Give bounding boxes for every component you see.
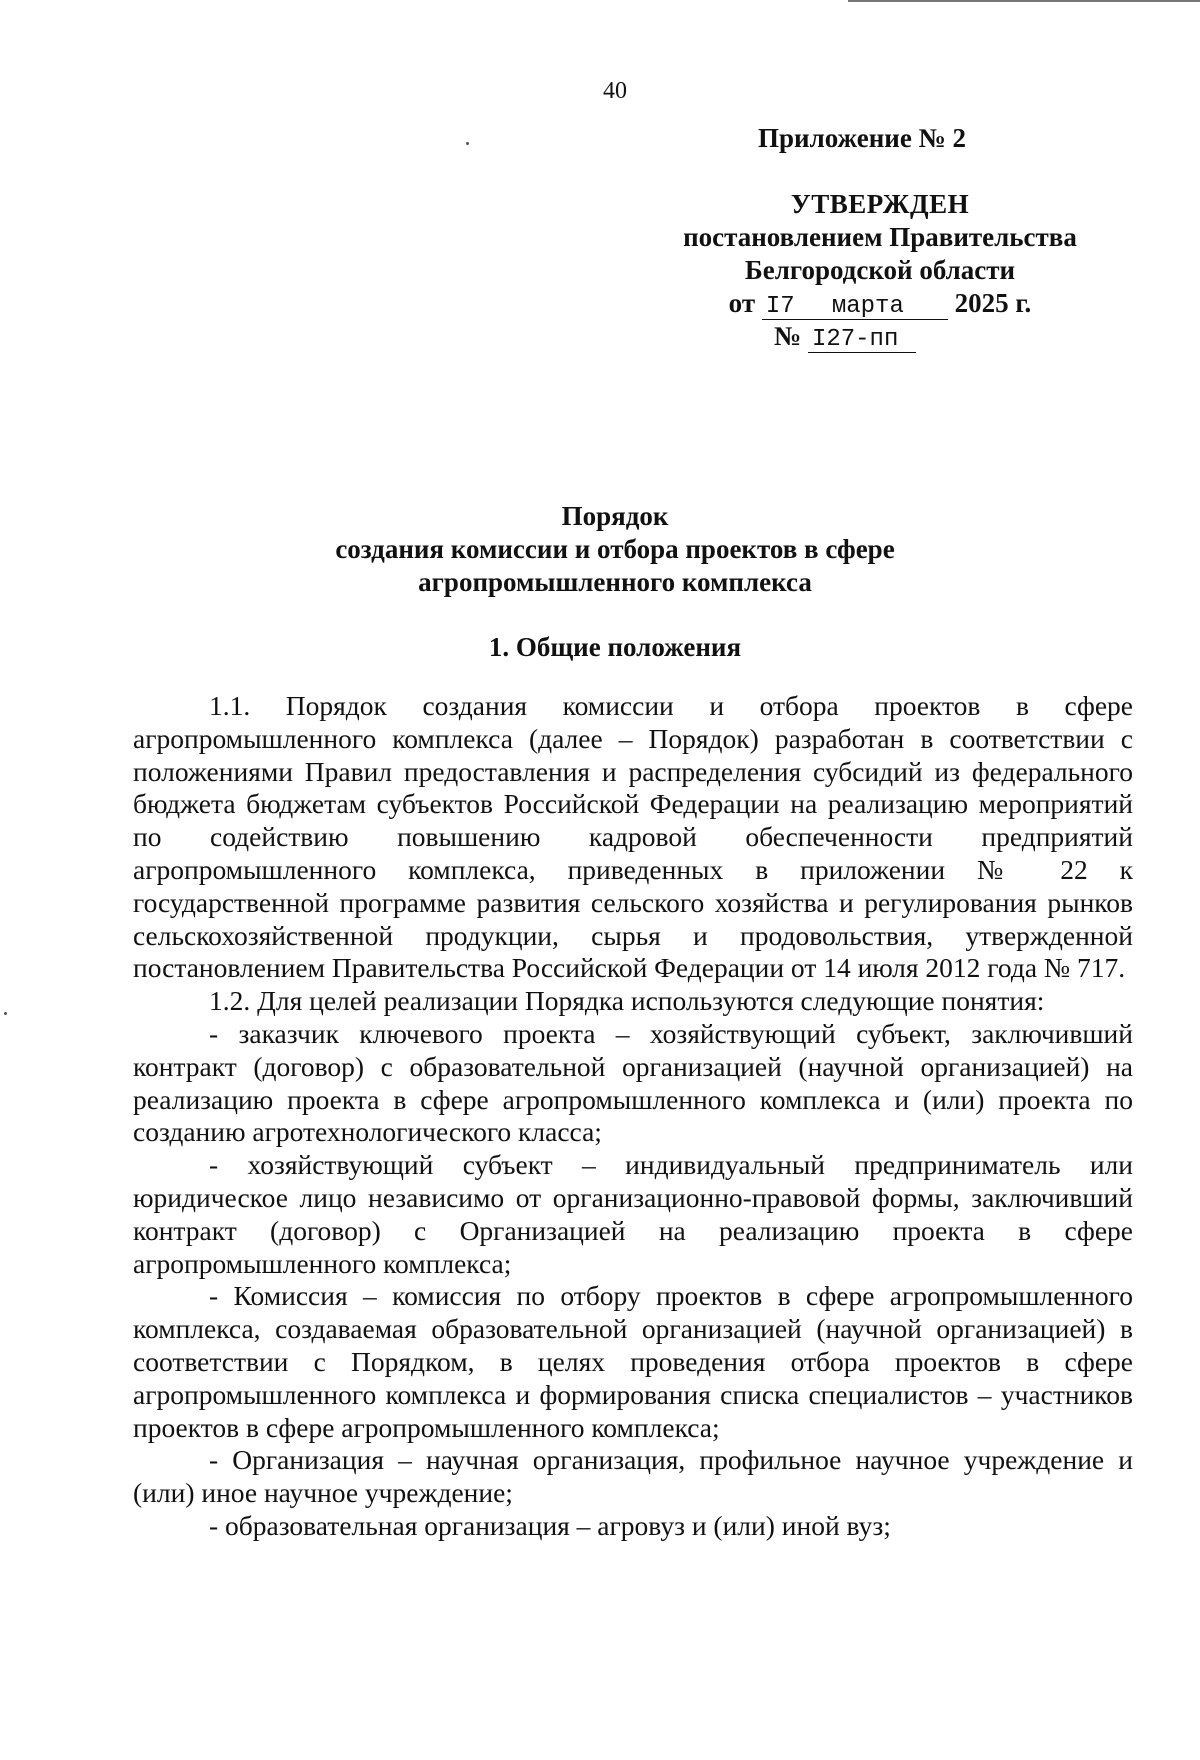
page-number: 40: [603, 78, 627, 104]
scan-speck: [466, 142, 469, 145]
appendix-label: Приложение № 2: [758, 123, 966, 153]
approved-label: УТВЕРЖДЕН: [790, 189, 970, 219]
date-line: [620, 287, 1140, 320]
title-line-2: создания комиссии и отбора проектов в сфере: [335, 534, 895, 564]
paragraph-1-2: 1.2. Для целей реализации Порядка используются следующие понятия:: [209, 985, 1045, 1017]
date-month-handwritten: марта: [820, 295, 948, 320]
scan-speck: [4, 1012, 7, 1015]
paragraph-1-1: 1.1. Порядок создания комиссии и отбора проектов в сфере агропромышленного комплекса (далее – Порядок) разработан в соответствии с положениями Правил предоставления и распределения субсидий из федерального бюджета бюджетам субъектов Российской Федерации на реализацию мероприятий по содействию повышению кадровой обеспеченности предприятий агропромышленного комплекса, приведенных в приложении № 22 к государственной программе развития сельского хозяйства и регулирования рынков сельскохозяйственной продукции, сырья и продовольствия, утвержденной постановлением Правительства Российской Федерации от 14 июля 2012 года № 717.: [133, 690, 1133, 984]
date-prefix: от: [728, 288, 756, 318]
definition-educational-organization: - образовательная организация – агровуз и (или) иной вуз;: [209, 1509, 891, 1541]
document-title: [0, 500, 1200, 599]
scan-edge-line: [848, 0, 1200, 2]
document-number-handwritten: I27-пп: [808, 328, 916, 353]
section-heading: 1. Общие положения: [488, 632, 742, 662]
date-year: 2025 г.: [954, 288, 1032, 318]
approved-by-line: постановлением Правительства: [683, 222, 1077, 252]
definition-commission: - Комиссия – комиссия по отбору проектов в сфере агропромышленного комплекса, создаваемая образовательной организацией (научной организацией) в соответствии с Порядком, в целях проведения отбора проектов в сфере агропромышленного комплекса и формирования списка специалистов – участников проектов в сфере агропромышленного комплекса;: [133, 1280, 1133, 1443]
definition-organization: - Организация – научная организация, профильное научное учреждение и (или) иное научное учреждение;: [133, 1444, 1133, 1509]
definition-economic-entity: - хозяйствующий субъект – индивидуальный предприниматель или юридическое лицо независимо от организационно-правовой формы, заключивший контракт (договор) с Организацией на реализацию проекта в сфере агропромышленного комплекса;: [133, 1149, 1133, 1279]
approval-stamp-block: [620, 122, 1140, 353]
date-day-handwritten: I7: [762, 295, 820, 320]
title-line-1: Порядок: [561, 501, 669, 531]
section-body: [133, 690, 1133, 1543]
title-line-3: агропромышленного комплекса: [418, 567, 812, 597]
region-line: Белгородской области: [744, 255, 1016, 285]
document-number-line: [620, 320, 1140, 353]
definition-key-project-customer: - заказчик ключевого проекта – хозяйствующий субъект, заключивший контракт (договор) с образовательной организацией (научной организацией) на реализацию проекта в сфере агропромышленного комплекса и (или) проекта по созданию агротехнологического класса;: [133, 1017, 1133, 1148]
number-prefix: №: [774, 321, 802, 351]
